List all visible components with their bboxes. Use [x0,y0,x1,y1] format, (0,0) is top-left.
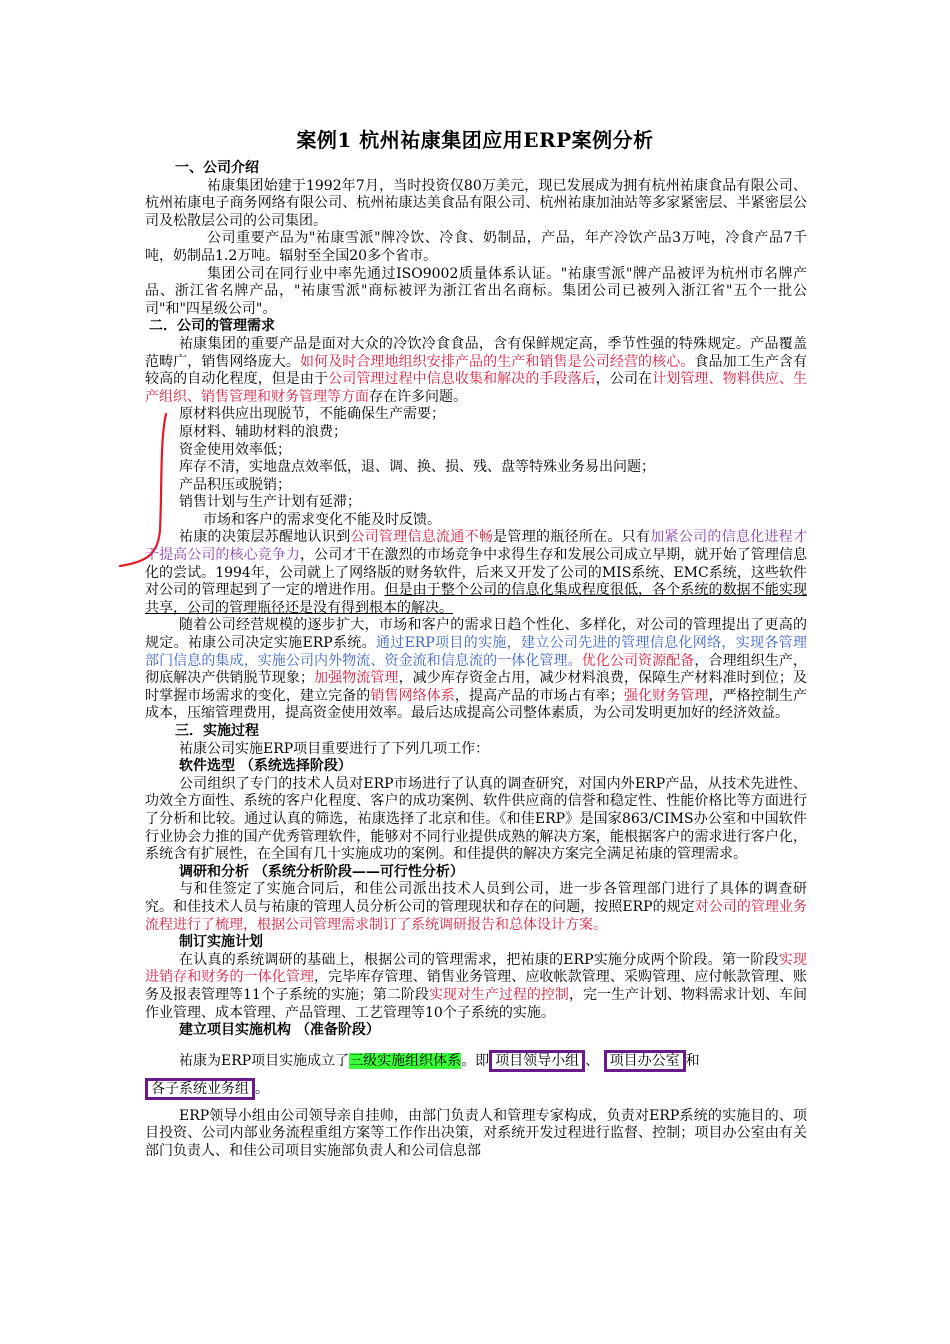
paragraph: 公司重要产品为"祐康雪派"牌冷饮、冷食、奶制品，产品，年产冷饮产品3万吨，冷食产品7千吨，奶制品1.2万吨。辐射至全国20多个省市。 [145,230,807,264]
problem-list [145,406,807,529]
paragraph: 公司组织了专门的技术人员对ERP市场进行了认真的调查研究，对国内外ERP产品，从技术先进性、功效全方面性、系统的客户化程度、客户的成功案例、软件供应商的信誉和稳定性、性能价格比等方面进行了分析和比较。通过认真的筛选，祐康选择了北京和佳。《和佳ERP》是国家863/CIMS办公室和中国软件行业协会力推的国产优秀管理软件，能够对不同行业提供成熟的解决方案，能根据客户的需求进行客户化，系统含有扩展性，在全国有几十实施成功的案例。和佳提供的解决方案完全满足祐康的管理需求。 [145,775,807,863]
section-heading-management-needs: 二．公司的管理需求 [149,318,275,335]
subsection-heading-research-analysis: 调研和分析 （系统分析阶段——可行性分析） [179,863,464,880]
list-item: 原材料供应出现脱节，不能确保生产需要； [179,406,445,423]
list-item: 销售计划与生产计划有延滞； [179,494,361,511]
paragraph: 集团公司在同行业中率先通过ISO9002质量体系认证。"祐康雪派"牌产品被评为杭州市名牌产品、浙江省名牌产品，"祐康雪派"商标被评为浙江省出名商标。集团公司已被列入浙江省"五个一批公司"和"四星级公司"。 [145,265,807,317]
document-body [145,160,807,1160]
paragraph: 随着公司经营规模的逐步扩大，市场和客户的需求日趋个性化、多样化，对公司的管理提出了更高的规定。祐康公司决定实施ERP系统。通过ERP项目的实施，建立公司先进的管理信息化网络，实现各管理部门信息的集成，实施公司内外物流、资金流和信息流的一体化管理。优化公司资源配备，合理组织生产，彻底解决产供销脱节现象；加强物流管理，减少库存资金占用，减少材料浪费，保障生产材料准时到位；及时掌握市场需求的变化，建立完备的销售网络体系，提高产品的市场占有率；强化财务管理，严格控制生产成本，压缩管理费用，提高资金使用效率。最后达成提高公司整体素质，为公司发明更加好的经济效益。 [145,617,808,722]
section-heading-implementation: 三．实施过程 [175,723,259,739]
paragraph: 与和佳签定了实施合同后，和佳公司派出技术人员到公司，进一步各管理部门进行了具体的调查研究。和佳技术人员与祐康的管理人员分析公司的管理现状和存在的问题，按照ERP的规定对公司的管理业务流程进行了梳理，根据公司管理需求制订了系统调研报告和总体设计方案。 [145,881,808,933]
list-item: 市场和客户的需求变化不能及时反馈。 [203,511,441,528]
list-item: 库存不清，实地盘点效率低，退、调、换、损、残、盘等特殊业务易出问题； [179,459,655,476]
paragraph: 各子系统业务组 。 [145,1076,807,1102]
subsection-heading-software-selection: 软件选型 （系统选择阶段） [179,758,352,775]
section-heading-company-intro: 一、公司介绍 [175,160,259,176]
boxed-leadership-group: 项目领导小组 [489,1050,585,1072]
subsection-heading-project-organization: 建立项目实施机构 （准备阶段） [179,1022,380,1039]
list-item: 资金使用效率低； [179,441,291,458]
boxed-project-office: 项目办公室 [604,1050,686,1072]
highlight-three-level-system: 三级实施组织体系 [349,1052,462,1069]
list-item: 原材料、辅助材料的浪费； [179,423,347,440]
paragraph: 祐康集团始建于1992年7月，当时投资仅80万美元，现已发展成为拥有杭州祐康食品有限公司、杭州祐康电子商务网络有限公司、杭州祐康达美食品有限公司、杭州祐康加油站等多家紧密层、半紧密层公司及松散层公司的公司集团。 [145,177,807,229]
paragraph: 祐康集团的重要产品是面对大众的冷饮冷食食品，含有保鲜规定高，季节性强的特殊规定。产品覆盖范畴广，销售网络庞大。如何及时合理地组织安排产品的生产和销售是公司经营的核心。食品加工生产含有较高的自动化程度，但是由于公司管理过程中信息收集和解决的手段落后，公司在计划管理、物料供应、生产组织、销售管理和财务管理等方面存在许多问题。 [145,335,808,405]
paragraph: 祐康为ERP项目实施成立了三级实施组织体系。即 项目领导小组 、 项目办公室 和 [145,1046,807,1076]
document-title: 案例1 杭州祐康集团应用ERP案例分析 [296,128,654,152]
boxed-subsystem-groups: 各子系统业务组 [145,1078,255,1100]
list-item: 产品积压或脱销； [179,476,291,493]
subsection-heading-implementation-plan: 制订实施计划 [179,934,263,951]
paragraph: ERP领导小组由公司领导亲自挂帅，由部门负责人和管理专家构成，负责对ERP系统的实施目的、项目投资、公司内部业务流程重组方案等工作作出决策，对系统开发过程进行监督、控制；项目办公室由有关部门负责人、和佳公司项目实施部负责人和公司信息部 [145,1107,807,1159]
paragraph: 祐康公司实施ERP项目重要进行了下列几项工作： [179,740,490,757]
paragraph: 祐康的决策层苏醒地认识到公司管理信息流通不畅是管理的瓶径所在。只有加紧公司的信息化进程才干提高公司的核心竞争力，公司才干在激烈的市场竞争中求得生存和发展公司成立早期，就开始了管理信息化的尝试。1994年，公司就上了网络版的财务软件，后来又开发了公司的MIS系统、EMC系统，这些软件对公司的管理起到了一定的增进作用。但是由于整个公司的信息化集成程度很低，各个系统的数据不能实现共享，公司的管理瓶径还是没有得到根本的解决。 [145,529,808,616]
paragraph: 在认真的系统调研的基础上，根据公司的管理需求，把祐康的ERP实施分成两个阶段。第一阶段实现进销存和财务的一体化管理，完毕库存管理、销售业务管理、应收帐款管理、采购管理、应付帐款管理、账务及报表管理等11个子系统的实施；第二阶段实现对生产过程的控制，完一生产计划、物料需求计划、车间作业管理、成本管理、产品管理、工艺管理等10个子系统的实施。 [145,951,808,1021]
